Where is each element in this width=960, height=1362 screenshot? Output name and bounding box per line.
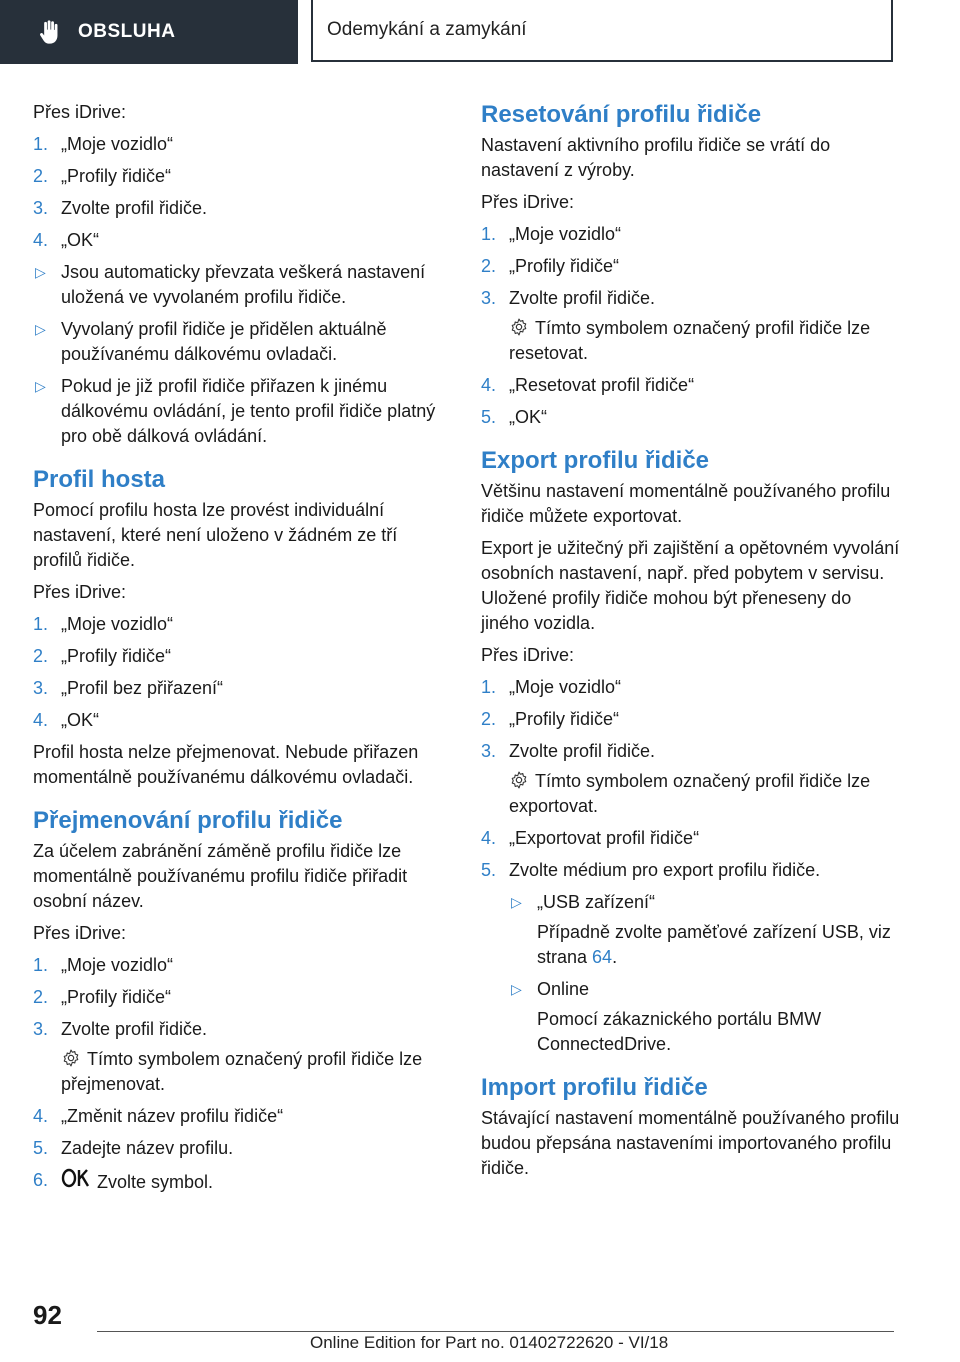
page-reference-link[interactable]: 64 bbox=[592, 947, 613, 967]
paragraph: Profil hosta nelze přejmenovat. Nebude přiřazen momentálně používanému dálkovému ovladači. bbox=[33, 742, 419, 787]
intro-text: Přes iDrive: bbox=[481, 645, 575, 665]
list-item: 5. Zvolte médium pro export profilu řidiče. bbox=[481, 860, 821, 880]
ok-symbol-icon bbox=[61, 1168, 91, 1188]
bullet-item: ▷ Jsou automaticky převzata veškerá nastavení uložená ve vyvolaném profilu řidiče. bbox=[35, 262, 426, 307]
paragraph: Většinu nastavení momentálně používaného profilu řidiče můžete exportovat. bbox=[481, 481, 891, 526]
edition-note: Online Edition for Part no. 01402722620 - VI/18 bbox=[310, 1333, 669, 1352]
section-heading: Přejmenování profilu řidiče bbox=[33, 807, 343, 834]
paragraph: Export je užitečný při zajištění a opětovném vyvolání osobních nastavení, např. před pobytem v servisu. Uložené profily řidiče mohou být přeneseny do jiného vozidla. bbox=[481, 538, 900, 633]
right-column bbox=[481, 100, 901, 1188]
left-column bbox=[33, 100, 451, 1202]
list-item: 6. Zvolte symbol. bbox=[33, 1170, 214, 1192]
bullet-item: ▷ Pokud je již profil řidiče přiřazen k jinému dálkovému ovládání, je tento profil řidiče platný pro obě dálková ovládání. bbox=[35, 376, 436, 446]
steps-list bbox=[481, 373, 901, 430]
list-item: 2. „Profily řidiče“ bbox=[33, 166, 172, 186]
list-item: 5. Zadejte název profilu. bbox=[33, 1138, 234, 1158]
list-item: 2. „Profily řidiče“ bbox=[33, 987, 172, 1007]
symbol-note: Tímto symbolem označený profil řidiče lze resetovat. bbox=[509, 318, 871, 363]
steps-list bbox=[481, 675, 901, 764]
steps-list bbox=[33, 1104, 451, 1195]
list-item: 3. Zvolte profil řidiče. bbox=[33, 198, 208, 218]
list-item: 4. „Exportovat profil řidiče“ bbox=[481, 828, 700, 848]
list-item: 5. „OK“ bbox=[481, 407, 547, 427]
list-item: 2. „Profily řidiče“ bbox=[481, 709, 620, 729]
paragraph: Stávající nastavení momentálně používaného profilu budou přepsána nastaveními importovaného profilu řidiče. bbox=[481, 1108, 900, 1178]
section-heading: Resetování profilu řidiče bbox=[481, 101, 762, 128]
footer-divider bbox=[97, 1331, 894, 1332]
steps-list bbox=[481, 222, 901, 311]
list-item: 4. „OK“ bbox=[33, 710, 99, 730]
section-heading: Import profilu řidiče bbox=[481, 1074, 708, 1101]
triangle-bullet-icon: ▷ bbox=[511, 981, 522, 997]
list-item: 1. „Moje vozidlo“ bbox=[481, 224, 622, 244]
bullet-item: ▷ Vyvolaný profil řidiče je přidělen aktuálně používanému dálkovému ovladači. bbox=[35, 319, 387, 364]
paragraph: Nastavení aktivního profilu řidiče se vrátí do nastavení z výroby. bbox=[481, 135, 831, 180]
list-item: 3. „Profil bez přiřazení“ bbox=[33, 678, 224, 698]
intro-text: Přes iDrive: bbox=[481, 192, 575, 212]
list-item: 2. „Profily řidiče“ bbox=[33, 646, 172, 666]
steps-list bbox=[33, 953, 451, 1042]
list-item: 4. „OK“ bbox=[33, 230, 99, 250]
steps-list bbox=[33, 612, 451, 733]
gear-icon bbox=[509, 317, 529, 337]
paragraph: Pomocí profilu hosta lze provést individuální nastavení, které není uloženo v žádném ze tří profilů řidiče. bbox=[33, 500, 398, 570]
section-tab bbox=[0, 0, 298, 64]
export-options bbox=[481, 890, 901, 1057]
list-item: 1. „Moje vozidlo“ bbox=[33, 134, 174, 154]
section-heading: Export profilu řidiče bbox=[481, 447, 710, 474]
intro-text: Přes iDrive: bbox=[33, 102, 127, 122]
list-item: 3. Zvolte profil řidiče. bbox=[481, 288, 656, 308]
chapter-title: Odemykání a zamykání bbox=[311, 0, 893, 62]
triangle-bullet-icon: ▷ bbox=[35, 264, 46, 280]
list-item: 1. „Moje vozidlo“ bbox=[33, 614, 174, 634]
intro-text: Přes iDrive: bbox=[33, 582, 127, 602]
triangle-bullet-icon: ▷ bbox=[35, 378, 46, 394]
list-item: 1. „Moje vozidlo“ bbox=[33, 955, 174, 975]
intro-text: Přes iDrive: bbox=[33, 923, 127, 943]
paragraph: Pomocí zákaznického portálu BMW ConnectedDrive. bbox=[537, 1009, 822, 1054]
symbol-note: Tímto symbolem označený profil řidiče lze přejmenovat. bbox=[61, 1049, 423, 1094]
page-number: 92 bbox=[33, 1300, 62, 1330]
gear-icon bbox=[509, 770, 529, 790]
list-item: 4. „Resetovat profil řidiče“ bbox=[481, 375, 695, 395]
list-item: 1. „Moje vozidlo“ bbox=[481, 677, 622, 697]
section-label: OBSLUHA bbox=[78, 21, 176, 42]
symbol-note: Tímto symbolem označený profil řidiče lze exportovat. bbox=[509, 771, 871, 816]
list-item: 3. Zvolte profil řidiče. bbox=[33, 1019, 208, 1039]
triangle-bullet-icon: ▷ bbox=[511, 894, 522, 910]
triangle-bullet-icon: ▷ bbox=[35, 321, 46, 337]
list-item: 4. „Změnit název profilu řidiče“ bbox=[33, 1106, 284, 1126]
list-item: 3. Zvolte profil řidiče. bbox=[481, 741, 656, 761]
bullet-item: ▷ „USB zařízení“ bbox=[509, 890, 901, 915]
steps-list bbox=[481, 826, 901, 883]
section-heading: Profil hosta bbox=[33, 466, 166, 493]
steps-list bbox=[33, 132, 451, 253]
paragraph: Za účelem zabránění záměně profilu řidiče lze momentálně používanému profilu řidiče přiřadit osobní název. bbox=[33, 841, 408, 911]
paragraph: Případně zvolte paměťové zařízení USB, viz strana 64. bbox=[537, 922, 891, 967]
hand-icon bbox=[36, 18, 64, 46]
list-item: 2. „Profily řidiče“ bbox=[481, 256, 620, 276]
bullet-item: ▷ Online bbox=[509, 977, 901, 1002]
gear-icon bbox=[61, 1048, 81, 1068]
page-header bbox=[0, 0, 960, 68]
